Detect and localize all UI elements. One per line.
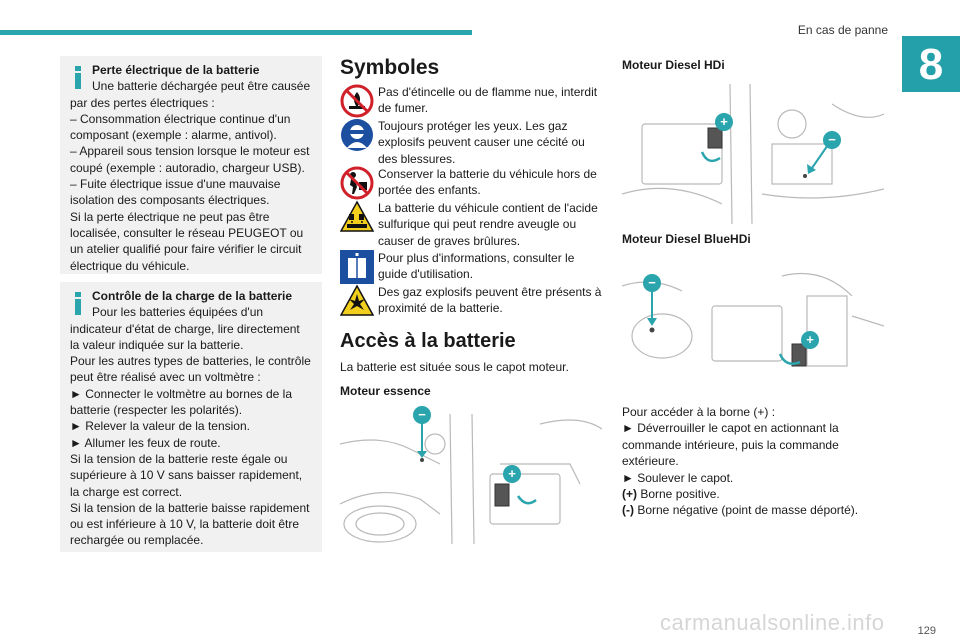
section-title: En cas de panne — [797, 23, 888, 37]
info-line: Si la perte électrique ne peut pas être localisée, consulter le réseau PEUGEOT ou un atelier qualifié pour faire vérifier le circuit électrique du véhicule. — [70, 209, 304, 273]
symbol-row — [340, 250, 606, 284]
legend-text: Borne négative (point de masse déporté). — [634, 503, 859, 518]
info-line: Pour les batteries équipées d'un indicateur d'état de charge, lire directement la valeur indiquée sur la batterie. — [70, 305, 300, 352]
minus-badge: − — [648, 275, 656, 290]
info-line: – Appareil sous tension lorsque le moteur est coupé (exemple : autoradio, chargeur USB). — [70, 144, 310, 175]
info-line: – Consommation électrique continue d'un composant (exemple : alarme, antivol). — [70, 111, 291, 143]
engine-hdi-image — [622, 84, 884, 224]
minus-badge: − — [828, 132, 836, 147]
symbol-row — [340, 84, 606, 118]
essence-label: Moteur essence — [340, 384, 431, 398]
no-flame-icon — [340, 84, 374, 118]
access-instructions — [622, 404, 886, 519]
keep-children-away-icon — [340, 166, 374, 200]
info-line: Pour les autres types de batteries, le contrôle peut être réalisé avec un voltmètre : — [70, 354, 311, 385]
symbol-row — [340, 166, 606, 200]
info-line: Si la tension de la batterie baisse rapidement ou est inférieure à 10 V, la batterie doit être rechargée ou remplacée. — [70, 500, 310, 548]
legend-key: (-) — [622, 503, 634, 518]
corrosive-acid-icon — [340, 200, 374, 234]
info-box-charge-check — [60, 282, 322, 552]
instruction-line: ► Déverrouiller le capot en actionnant la commande intérieure, puis la commande extérieure. — [622, 421, 839, 469]
info-icon — [69, 292, 89, 314]
engine-essence-image — [340, 404, 602, 546]
page-number: 129 — [917, 625, 936, 637]
symbol-row — [340, 284, 606, 318]
bluehdi-label: Moteur Diesel BlueHDi — [622, 232, 751, 246]
plus-badge: + — [806, 332, 814, 347]
symbol-text: Pas d'étincelle ou de flamme nue, interdit de fumer. — [378, 85, 598, 116]
symbol-text: Des gaz explosifs peuvent être présents à proximité de la batterie. — [378, 285, 602, 316]
info-line: Une batterie déchargée peut être causée par des pertes électriques : — [70, 79, 311, 110]
symbol-text: Toujours protéger les yeux. Les gaz explosifs peuvent causer une cécité ou des blessures. — [378, 119, 585, 166]
symbols-heading: Symboles — [340, 56, 440, 79]
legend-text: Borne positive. — [637, 487, 720, 502]
info-box-title: Perte électrique de la batterie — [92, 63, 260, 77]
engine-bluehdi-image — [622, 256, 884, 392]
engine-column — [622, 56, 886, 519]
symbol-text: La batterie du véhicule contient de l'acide sulfurique qui peut rendre aveugle ou causer de graves brûlures. — [378, 201, 598, 248]
symbol-text: Conserver la batterie du véhicule hors de portée des enfants. — [378, 167, 597, 198]
plus-badge: + — [720, 114, 728, 129]
info-line: ► Relever la valeur de la tension. — [70, 419, 250, 434]
symbol-text: Pour plus d'informations, consulter le guide d'utilisation. — [378, 251, 575, 282]
access-heading: Accès à la batterie — [340, 330, 516, 352]
info-line: ► Connecter le voltmètre au bornes de la batterie (respecter les polarités). — [70, 386, 292, 418]
eye-protection-icon — [340, 118, 374, 152]
instruction-line: Pour accéder à la borne (+) : — [622, 405, 776, 419]
legend-key: (+) — [622, 487, 637, 502]
read-manual-icon — [340, 250, 374, 284]
symbol-row — [340, 200, 606, 250]
legend-negative — [622, 502, 886, 518]
instruction-line: ► Soulever le capot. — [622, 470, 734, 485]
chapter-number-tab: 8 — [902, 36, 960, 92]
info-line: ► Allumer les feux de route. — [70, 435, 221, 450]
info-box-title: Contrôle de la charge de la batterie — [92, 289, 293, 303]
explosive-gas-icon — [340, 284, 374, 318]
watermark: carmanualsonline.info — [660, 610, 885, 635]
minus-badge: − — [418, 407, 426, 422]
header-accent-bar — [0, 30, 472, 35]
plus-badge: + — [508, 466, 516, 481]
info-box-battery-loss — [60, 56, 322, 274]
info-icon — [69, 66, 89, 88]
info-line: Si la tension de la batterie reste égale ou supérieure à 10 V sans baisser rapidement, la charge est correct. — [70, 451, 303, 499]
symbols-column — [340, 56, 606, 546]
hdi-label: Moteur Diesel HDi — [622, 58, 725, 72]
symbol-row — [340, 118, 606, 166]
legend-positive — [622, 486, 886, 502]
access-intro: La batterie est située sous le capot moteur. — [340, 360, 569, 374]
info-line: – Fuite électrique issue d'une mauvaise isolation des composants électriques. — [70, 177, 281, 208]
